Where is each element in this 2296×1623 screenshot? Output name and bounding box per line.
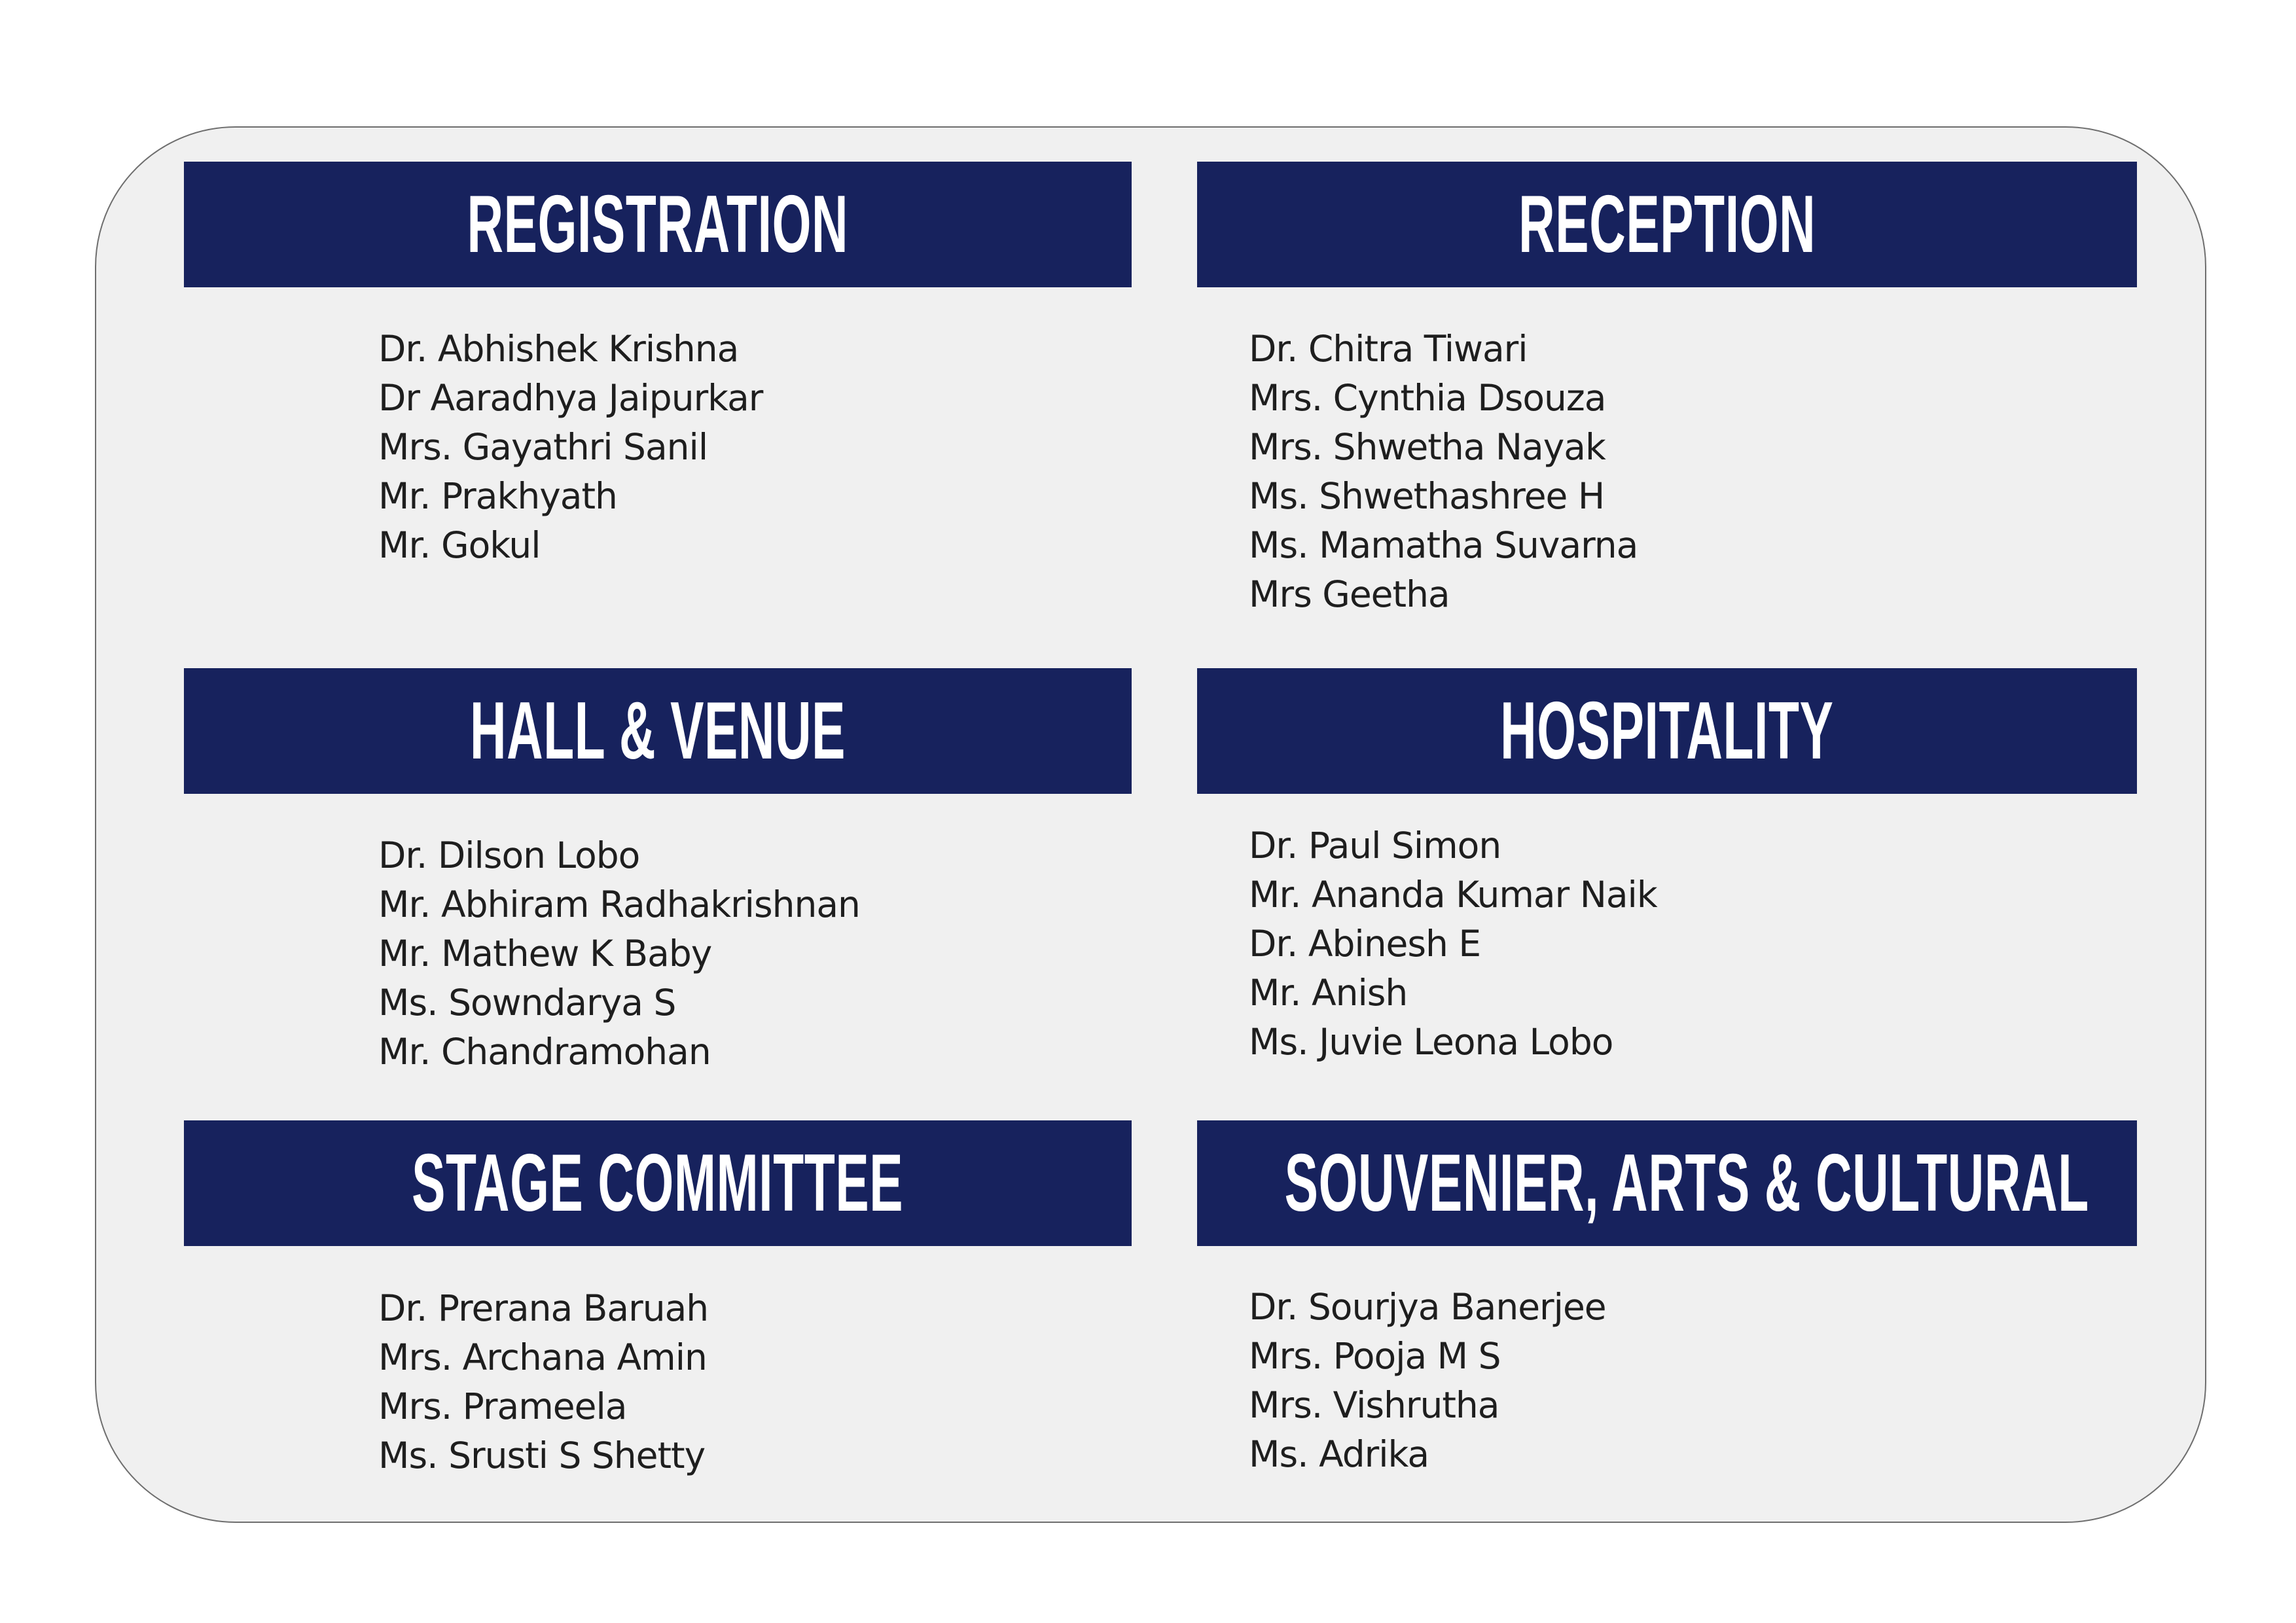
member-name: Mrs. Shwetha Nayak — [1249, 426, 1605, 468]
member-name: Dr. Abinesh E — [1249, 923, 1481, 965]
member-name: Ms. Srusti S Shetty — [378, 1435, 706, 1476]
member-name: Mrs. Gayathri Sanil — [378, 426, 708, 468]
member-name: Mr. Chandramohan — [378, 1031, 711, 1073]
member-name: Dr. Paul Simon — [1249, 825, 1501, 866]
member-name: Dr. Sourjya Banerjee — [1249, 1286, 1606, 1328]
member-name: Mrs. Pooja M S — [1249, 1335, 1501, 1377]
souvenir-arts-cultural-title: SOUVENIER, ARTS & CULTURAL — [1284, 1138, 2089, 1228]
souvenir-arts-cultural-banner — [1197, 1120, 2137, 1246]
member-name: Dr. Chitra Tiwari — [1249, 328, 1528, 370]
hall-venue-banner — [184, 668, 1132, 794]
member-name: Ms. Juvie Leona Lobo — [1249, 1021, 1613, 1063]
stage-committee-title: STAGE COMMITTEE — [412, 1138, 904, 1228]
hall-venue-member-list — [378, 831, 860, 1077]
reception-member-list — [1249, 325, 1638, 619]
registration-member-list — [378, 325, 762, 570]
registration-banner — [184, 162, 1132, 287]
stage-committee-banner — [184, 1120, 1132, 1246]
member-name: Mr. Prakhyath — [378, 475, 617, 517]
member-name: Mr. Ananda Kumar Naik — [1249, 874, 1657, 916]
member-name: Dr. Dilson Lobo — [378, 834, 640, 876]
member-name: Mrs. Archana Amin — [378, 1336, 707, 1378]
member-name: Mrs. Cynthia Dsouza — [1249, 377, 1606, 419]
reception-title: RECEPTION — [1518, 179, 1816, 270]
member-name: Dr. Prerana Baruah — [378, 1287, 709, 1329]
hospitality-title: HOSPITALITY — [1500, 686, 1834, 776]
registration-title: REGISTRATION — [467, 179, 849, 270]
hospitality-banner — [1197, 668, 2137, 794]
member-name: Ms. Mamatha Suvarna — [1249, 524, 1638, 566]
member-name: Ms. Adrika — [1249, 1433, 1429, 1475]
stage-committee-member-list — [378, 1284, 708, 1480]
hospitality-member-list — [1249, 821, 1657, 1067]
member-name: Mrs. Prameela — [378, 1385, 627, 1427]
member-name: Mr. Mathew K Baby — [378, 933, 712, 974]
member-name: Mr. Abhiram Radhakrishnan — [378, 883, 860, 925]
member-name: Dr. Abhishek Krishna — [378, 328, 739, 370]
member-name: Mr. Gokul — [378, 524, 541, 566]
member-name: Mrs. Vishrutha — [1249, 1384, 1499, 1426]
member-name: Mrs Geetha — [1249, 573, 1450, 615]
souvenir-arts-cultural-member-list — [1249, 1283, 1606, 1479]
member-name: Ms. Shwethashree H — [1249, 475, 1605, 517]
member-name: Mr. Anish — [1249, 972, 1408, 1014]
reception-banner — [1197, 162, 2137, 287]
member-name: Dr Aaradhya Jaipurkar — [378, 377, 763, 419]
hall-venue-title: HALL & VENUE — [469, 686, 846, 776]
member-name: Ms. Sowndarya S — [378, 982, 676, 1024]
